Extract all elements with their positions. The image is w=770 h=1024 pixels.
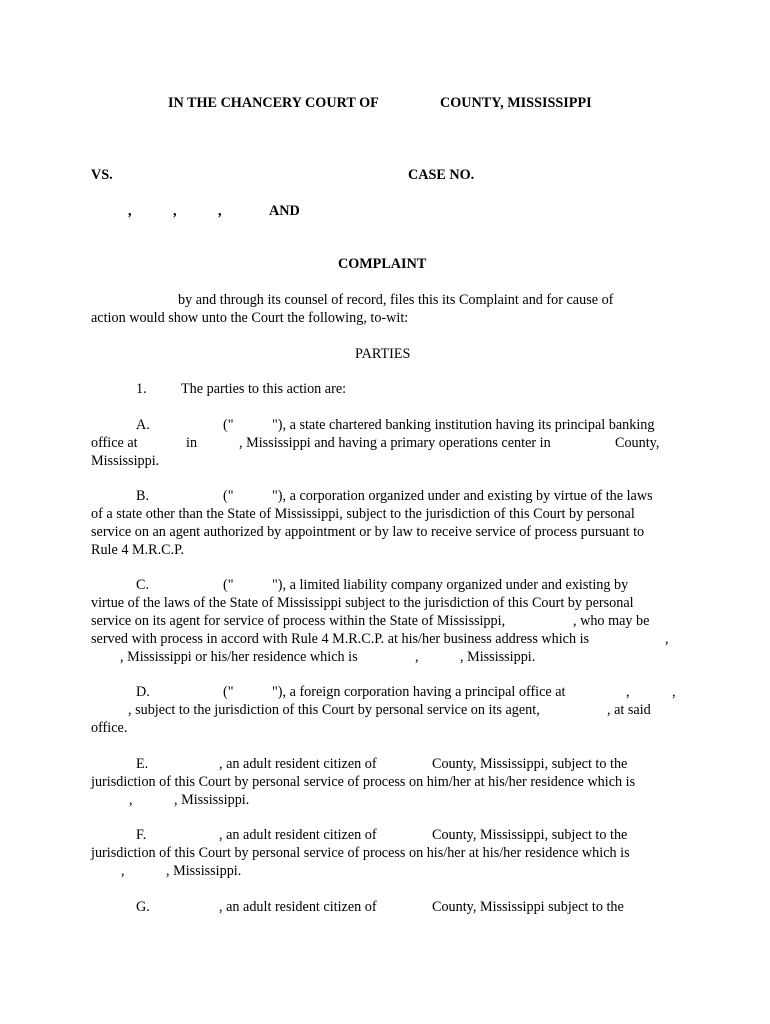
defendant-separator: , bbox=[218, 203, 222, 219]
party-a-in: in bbox=[186, 435, 198, 451]
party-c-letter: C. bbox=[136, 577, 150, 593]
party-e-letter: E. bbox=[136, 756, 149, 772]
party-a-line-2: , Mississippi and having a primary operations center in bbox=[239, 435, 551, 451]
intro-line-1: by and through its counsel of record, files this its Complaint and for cause of bbox=[178, 292, 614, 308]
party-d-line-3: office. bbox=[91, 720, 128, 736]
party-b-line-4: Rule 4 M.R.C.P. bbox=[91, 542, 185, 558]
party-d-line-2a: , subject to the jurisdiction of this Court by personal service on its agent, bbox=[128, 702, 540, 718]
party-c-line-3a: service on its agent for service of process within the State of Mississippi, bbox=[91, 613, 506, 629]
versus-label: VS. bbox=[91, 167, 113, 183]
party-e-line-3a: , bbox=[129, 792, 133, 808]
party-b-line-3: service on an agent authorized by appointment or by law to receive service of process pursuant to bbox=[91, 524, 645, 540]
party-b-line-2: of a state other than the State of Mississippi, subject to the jurisdiction of this Court by personal bbox=[91, 506, 635, 522]
party-a-line-3: Mississippi. bbox=[91, 453, 160, 469]
party-d-line-1: "), a foreign corporation having a principal office at bbox=[272, 684, 566, 700]
party-b-open-quote: (" bbox=[223, 488, 234, 504]
party-f-line-1a: , an adult resident citizen of bbox=[219, 827, 377, 843]
party-d-open-quote: (" bbox=[223, 684, 234, 700]
party-a-line-1: "), a state chartered banking institution having its principal banking bbox=[272, 417, 655, 433]
party-f-line-3b: , Mississippi. bbox=[166, 863, 242, 879]
party-b-letter: B. bbox=[136, 488, 150, 504]
party-g-line-1a: , an adult resident citizen of bbox=[219, 899, 377, 915]
party-e-line-1b: County, Mississippi, subject to the bbox=[432, 756, 628, 772]
party-c-line-5c: , Mississippi. bbox=[460, 649, 536, 665]
party-c-open-quote: (" bbox=[223, 577, 234, 593]
paragraph-1-text: The parties to this action are: bbox=[181, 381, 347, 397]
party-f-line-2: jurisdiction of this Court by personal service of process on his/her at his/her residence which is bbox=[91, 845, 630, 861]
party-c-line-3b: , who may be bbox=[573, 613, 650, 629]
party-d-comma-1: , bbox=[626, 684, 630, 700]
court-title-left: IN THE CHANCERY COURT OF bbox=[168, 95, 379, 111]
party-e-line-2: jurisdiction of this Court by personal service of process on him/her at his/her residence which is bbox=[91, 774, 636, 790]
party-c-line-4b: , bbox=[665, 631, 669, 647]
party-c-line-4a: served with process in accord with Rule 4 M.R.C.P. at his/her business address which is bbox=[91, 631, 590, 647]
party-d-comma-2: , bbox=[672, 684, 676, 700]
case-number-label: CASE NO. bbox=[408, 167, 475, 183]
party-a-open-quote: (" bbox=[223, 417, 234, 433]
document-title: COMPLAINT bbox=[338, 256, 427, 272]
party-d-letter: D. bbox=[136, 684, 150, 700]
party-g-letter: G. bbox=[136, 899, 150, 915]
court-title-right: COUNTY, MISSISSIPPI bbox=[440, 95, 592, 111]
party-f-line-3a: , bbox=[121, 863, 125, 879]
defendant-separator: , bbox=[173, 203, 177, 219]
defendants-and: AND bbox=[269, 203, 300, 219]
party-a-office-at: office at bbox=[91, 435, 138, 451]
party-c-line-5b: , bbox=[415, 649, 419, 665]
party-b-line-1: "), a corporation organized under and existing by virtue of the laws bbox=[272, 488, 653, 504]
party-g-line-1b: County, Mississippi subject to the bbox=[432, 899, 624, 915]
party-e-line-3b: , Mississippi. bbox=[174, 792, 250, 808]
party-e-line-1a: , an adult resident citizen of bbox=[219, 756, 377, 772]
section-heading-parties: PARTIES bbox=[355, 346, 411, 362]
party-c-line-1: "), a limited liability company organized under and existing by bbox=[272, 577, 629, 593]
party-f-letter: F. bbox=[136, 827, 147, 843]
party-a-letter: A. bbox=[136, 417, 150, 433]
party-d-line-2b: , at said bbox=[607, 702, 651, 718]
party-a-county: County, bbox=[615, 435, 660, 451]
party-c-line-5a: , Mississippi or his/her residence which is bbox=[120, 649, 358, 665]
party-c-line-2: virtue of the laws of the State of Mississippi subject to the jurisdiction of this Court by personal bbox=[91, 595, 634, 611]
defendant-separator: , bbox=[128, 203, 132, 219]
intro-line-2: action would show unto the Court the following, to-wit: bbox=[91, 310, 409, 326]
paragraph-number: 1. bbox=[136, 381, 147, 397]
party-f-line-1b: County, Mississippi, subject to the bbox=[432, 827, 628, 843]
